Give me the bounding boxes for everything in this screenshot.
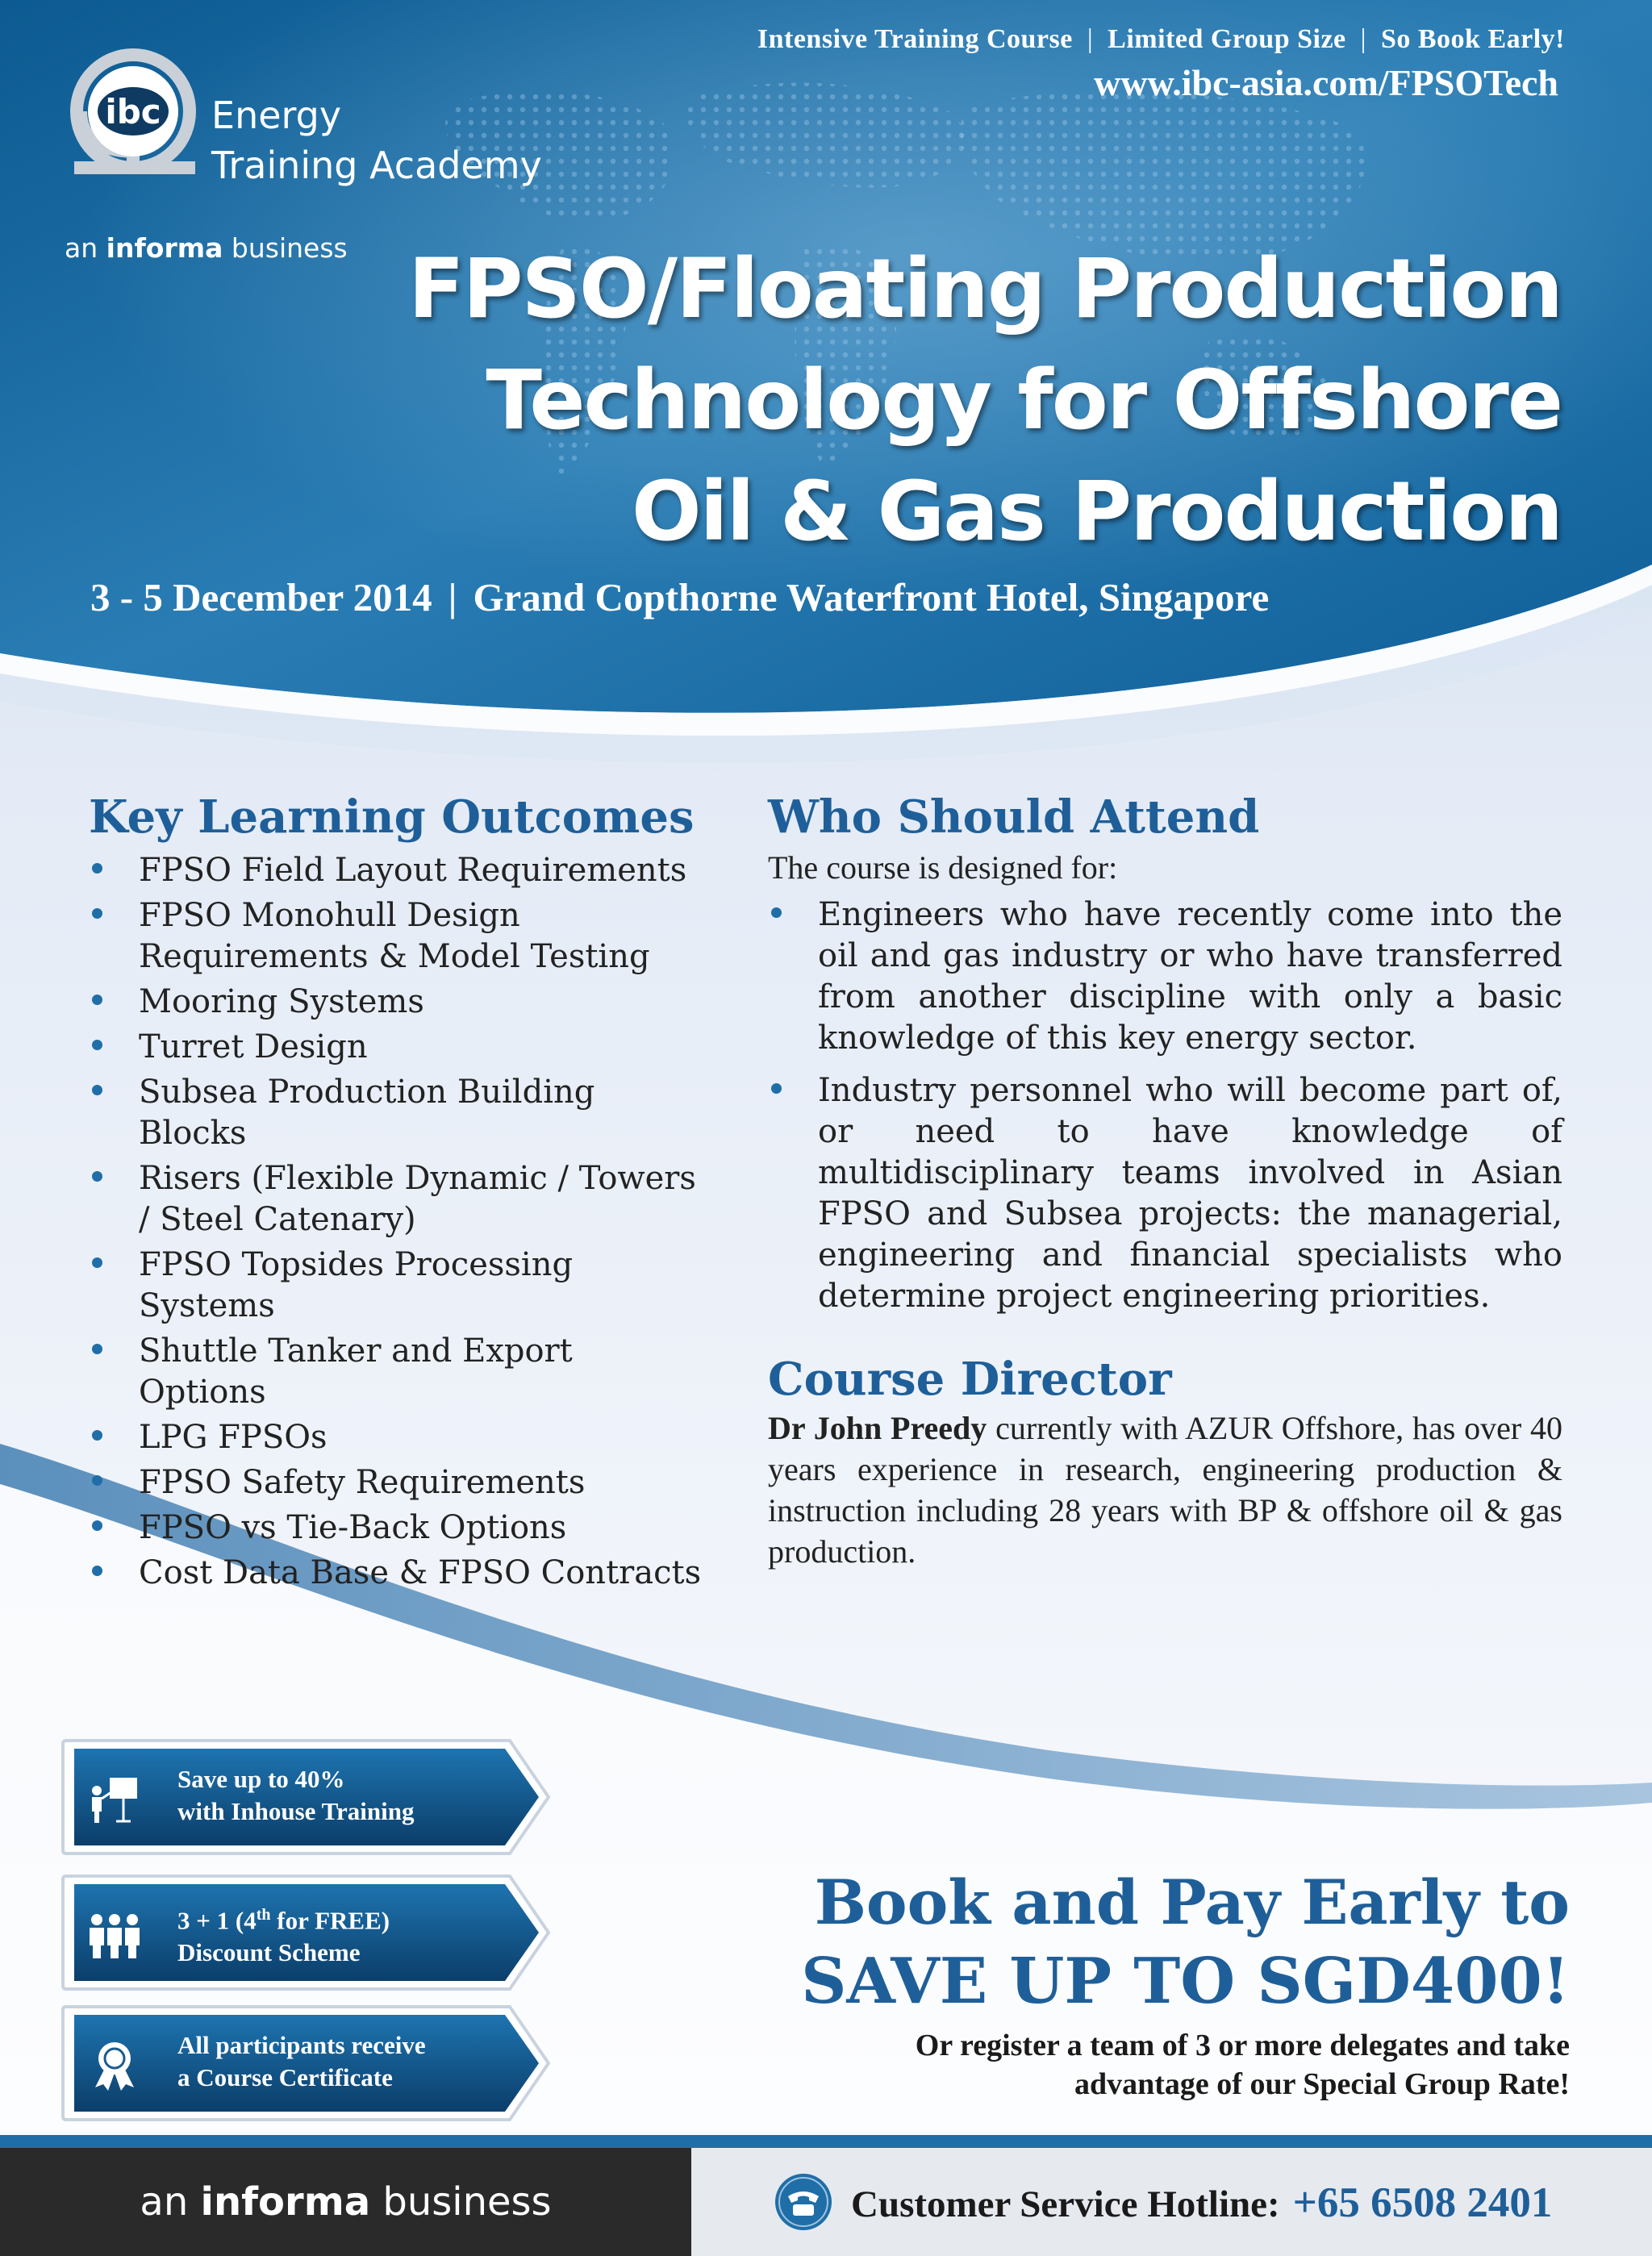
offer-group-rate [666,2026,1570,2104]
tagline-item: Limited Group Size [1108,24,1346,54]
director-heading: Course Director [768,1353,1172,1406]
outcomes-heading: Key Learning Outcomes [89,790,695,844]
early-booking-offer [666,1863,1570,2104]
bullet-icon [92,1566,102,1576]
feature-line-1 [177,1899,516,1937]
offer-sub-line-2: advantage of our Special Group Rate! [1074,2067,1570,2101]
outcomes-list [89,850,702,1594]
group-icon [87,1910,142,1960]
list-item-text: FPSO Safety Requirements [139,1464,586,1501]
logo-mark-text: ibc [105,92,161,131]
attend-heading: Who Should Attend [768,790,1260,844]
event-info: 3 - 5 December 2014 | Grand Copthorne Waterfront Hotel, Singapore [90,575,1270,619]
footer-informa-name: informa [200,2179,371,2225]
feature-line-1-sup: th [256,1906,271,1924]
footer-hotline [691,2148,1652,2256]
feature-line-1: Save up to 40% [177,1765,345,1793]
list-item-text: Engineers who have recently come into the oil and gas industry or who have transferred from another discipline with only a basic knowledge of this key energy sector. [818,896,1562,1057]
bullet-icon [92,1257,102,1268]
ibc-logo-icon [65,47,202,184]
director-bio-text: currently with AZUR Offshore, has over 40 years experience in research, engineering production & instruction including 28 years with BP & offshore oil & gas production. [768,1410,1562,1570]
hotline-label: Customer Service Hotline: [851,2183,1280,2225]
bullet-icon [92,1344,102,1354]
title-line-2: Technology for Offshore [486,352,1562,448]
bullet-icon [92,1040,102,1050]
feature-line-2: with Inhouse Training [177,1797,415,1825]
list-item [89,1417,702,1458]
informa-suffix: business [231,232,348,264]
hotline-text [851,2179,1552,2227]
tagline-item: Intensive Training Course [757,24,1073,54]
feature-text [177,2029,516,2094]
header-tagline: Intensive Training Course | Limited Group Size | So Book Early! [757,24,1565,54]
informa-tag [65,232,348,264]
feature-discount-scheme [63,1876,557,1994]
bullet-icon [92,1520,102,1531]
list-item-text: Subsea Production Building Blocks [139,1074,595,1152]
list-item [89,1027,702,1068]
feature-text [177,1763,516,1828]
logo-wordmark [211,90,542,190]
footer-informa-prefix: an [140,2179,189,2225]
feature-line-1: All participants receive [177,2031,426,2059]
event-venue: Grand Copthorne Waterfront Hotel, Singapore [473,575,1270,619]
bullet-icon [92,1430,102,1441]
list-item [89,1462,702,1503]
list-item [89,1072,702,1154]
informa-brand: informa [106,232,223,264]
director-bio [768,1407,1562,1572]
attend-list [768,894,1562,1317]
hotline-number[interactable]: +65 6508 2401 [1292,2179,1553,2226]
course-url-link[interactable]: www.ibc-asia.com/FPSOTech [1094,62,1558,103]
certificate-ribbon-icon [87,2041,142,2091]
feature-line-1-start: 3 + 1 (4 [177,1906,257,1935]
list-item-text: FPSO Topsides Processing Systems [139,1246,574,1324]
offer-headline: Book and Pay Early to [814,1866,1570,1938]
phone-icon [774,2172,833,2232]
offer-sub-line-1: Or register a team of 3 or more delegates and take [915,2029,1570,2062]
list-item-text: Turret Design [139,1028,368,1065]
list-item [89,850,702,891]
logo-line-1: Energy [211,94,342,137]
bullet-icon [92,863,102,874]
feature-line-2: Discount Scheme [177,1938,361,1967]
list-item-text: Industry personnel who will become part of, or need to have knowledge of multidisciplinary teams involved in Asian FPSO and Subsea projects: the managerial, engineering and financial specialists who determine project engineering priorities. [818,1072,1562,1315]
list-item-text: FPSO vs Tie-Back Options [139,1509,567,1546]
bullet-icon [92,1475,102,1486]
bullet-icon [92,995,102,1005]
feature-certificate [63,2007,557,2125]
offer-savings: SAVE UP TO SGD400! [801,1945,1570,2018]
list-item-text: FPSO Field Layout Requirements [139,852,687,889]
logo-line-2: Training Academy [211,144,542,187]
list-item [89,1158,702,1241]
footer-informa-suffix: business [382,2179,552,2225]
footer-informa-brand [0,2148,691,2256]
bullet-icon [771,907,782,918]
attend-intro: The course is designed for: [768,849,1118,886]
bullet-icon [771,1083,782,1094]
list-item-text: LPG FPSOs [139,1419,327,1456]
list-item [89,1245,702,1327]
feature-line-2: a Course Certificate [177,2063,393,2091]
list-item [89,1553,702,1594]
feature-inhouse-training [63,1741,557,1858]
list-item-text: Mooring Systems [139,983,424,1020]
list-item-text: Cost Data Base & FPSO Contracts [139,1554,702,1591]
learning-outcomes-section [89,790,702,1598]
tagline-item: So Book Early! [1380,24,1565,54]
feature-line-1-end: for FREE) [270,1906,390,1935]
bullet-icon [92,1171,102,1182]
presentation-icon [87,1774,142,1824]
right-column [768,790,1562,1572]
course-title [352,234,1562,568]
title-line-1: FPSO/Floating Production [408,241,1562,337]
list-item [89,895,702,978]
list-item [89,1507,702,1549]
list-item [768,1070,1562,1317]
event-dates: 3 - 5 December 2014 [90,575,432,619]
list-item-text: FPSO Monohull Design Requirements & Model Testing [139,897,650,975]
bullet-icon [92,1085,102,1095]
title-line-3: Oil & Gas Production [631,464,1562,560]
informa-prefix: an [65,232,98,264]
list-item [768,894,1562,1059]
list-item [89,1331,702,1413]
feature-text [177,1899,516,1969]
list-item-text: Shuttle Tanker and Export Options [139,1332,573,1411]
list-item [89,982,702,1023]
director-name: Dr John Preedy [768,1410,987,1446]
list-item-text: Risers (Flexible Dynamic / Towers / Steel Catenary) [139,1160,696,1238]
bullet-icon [92,908,102,919]
